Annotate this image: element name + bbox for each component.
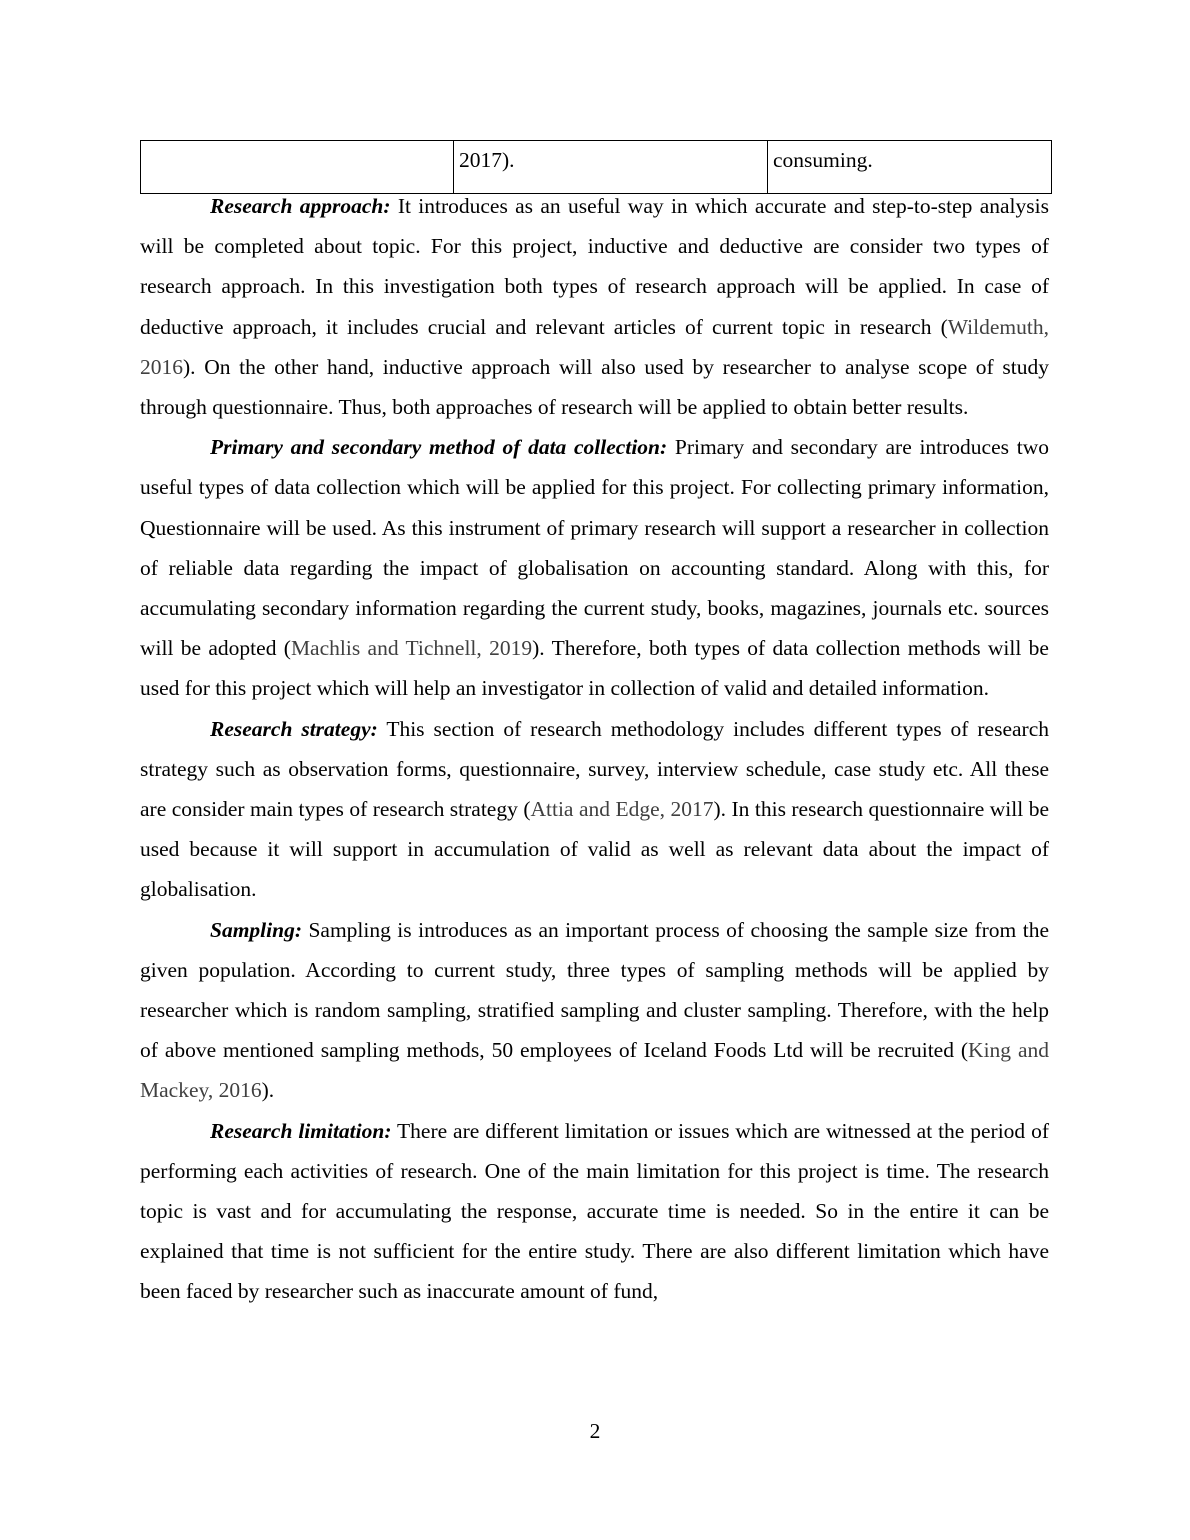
paragraph-text: This section of research methodology includes different types of research strategy such as observation forms, questionnaire, survey, interview schedule, case study etc. All these are consider main types of research strategy ( <box>140 716 1049 822</box>
citation: Attia and Edge, 2017 <box>530 797 714 822</box>
paragraph-text: ). <box>261 1078 275 1103</box>
paragraph-text: Primary and secondary are introduces two useful types of data collection which will be applied for this project. For collecting primary information, Questionnaire will be used. As this instrument of primary research will support a researcher in collection of reliable data regarding the impact of globalisation on accounting standard. Along with this, for accumulating secondary information regarding the current study, books, magazines, journals etc. sources will be adopted ( <box>140 435 1049 661</box>
body-text <box>140 186 1049 1312</box>
paragraph-heading: Research limitation: <box>210 1118 392 1143</box>
table-cell: 2017). <box>454 141 768 194</box>
paragraph-heading: Research strategy: <box>210 716 378 741</box>
paragraph-data-collection <box>140 427 1049 708</box>
table-cell: consuming. <box>768 141 1052 194</box>
paragraph-text: Sampling is introduces as an important process of choosing the sample size from the given population. According to current study, three types of sampling methods will be applied by researcher which is random sampling, stratified sampling and cluster sampling. Therefore, with the help of above mentioned sampling methods, 50 employees of Iceland Foods Ltd will be recruited ( <box>140 917 1049 1063</box>
citation: Wildemuth, 2016 <box>140 314 1049 379</box>
paragraph-heading: Research approach: <box>210 194 391 218</box>
paragraph-sampling <box>140 910 1049 1111</box>
paragraph-text: ). On the other hand, inductive approach will also used by researcher to analyse scope of study through questionnaire. Thus, both approaches of research will be applied to obtain better results. <box>140 354 1049 420</box>
citation: Machlis and Tichnell, 2019 <box>290 636 533 661</box>
paragraph-text: There are different limitation or issues which are witnessed at the period of performing each activities of research. One of the main limitation for this project is time. The research topic is vast and for accumulating the response, accurate time is needed. So in the entire it can be explained that time is not sufficient for the entire study. There are also different limitation which have been faced by researcher such as inaccurate amount of fund, <box>140 1118 1049 1304</box>
citation: King and Mackey, 2016 <box>140 1038 1049 1103</box>
paragraph-heading: Sampling: <box>210 917 302 942</box>
paragraph-heading: Primary and secondary method of data collection: <box>210 435 668 460</box>
paragraph-text: ). In this research questionnaire will be used because it will support in accumulation of valid as well as relevant data about the impact of globalisation. <box>140 797 1049 902</box>
paragraph-research-approach <box>140 186 1049 427</box>
page-number: 2 <box>589 1419 601 1443</box>
paragraph-research-limitation <box>140 1111 1049 1312</box>
paragraph-text: ). Therefore, both types of data collection methods will be used for this project which will help an investigator in collection of valid and detailed information. <box>140 636 1049 701</box>
paragraph-research-strategy <box>140 709 1049 910</box>
paragraph-text: It introduces as an useful way in which accurate and step-to-step analysis will be completed about topic. For this project, inductive and deductive are consider two types of research approach. In this investigation both types of research approach will be applied. In case of deductive approach, it includes crucial and relevant articles of current topic in research ( <box>140 194 1049 339</box>
